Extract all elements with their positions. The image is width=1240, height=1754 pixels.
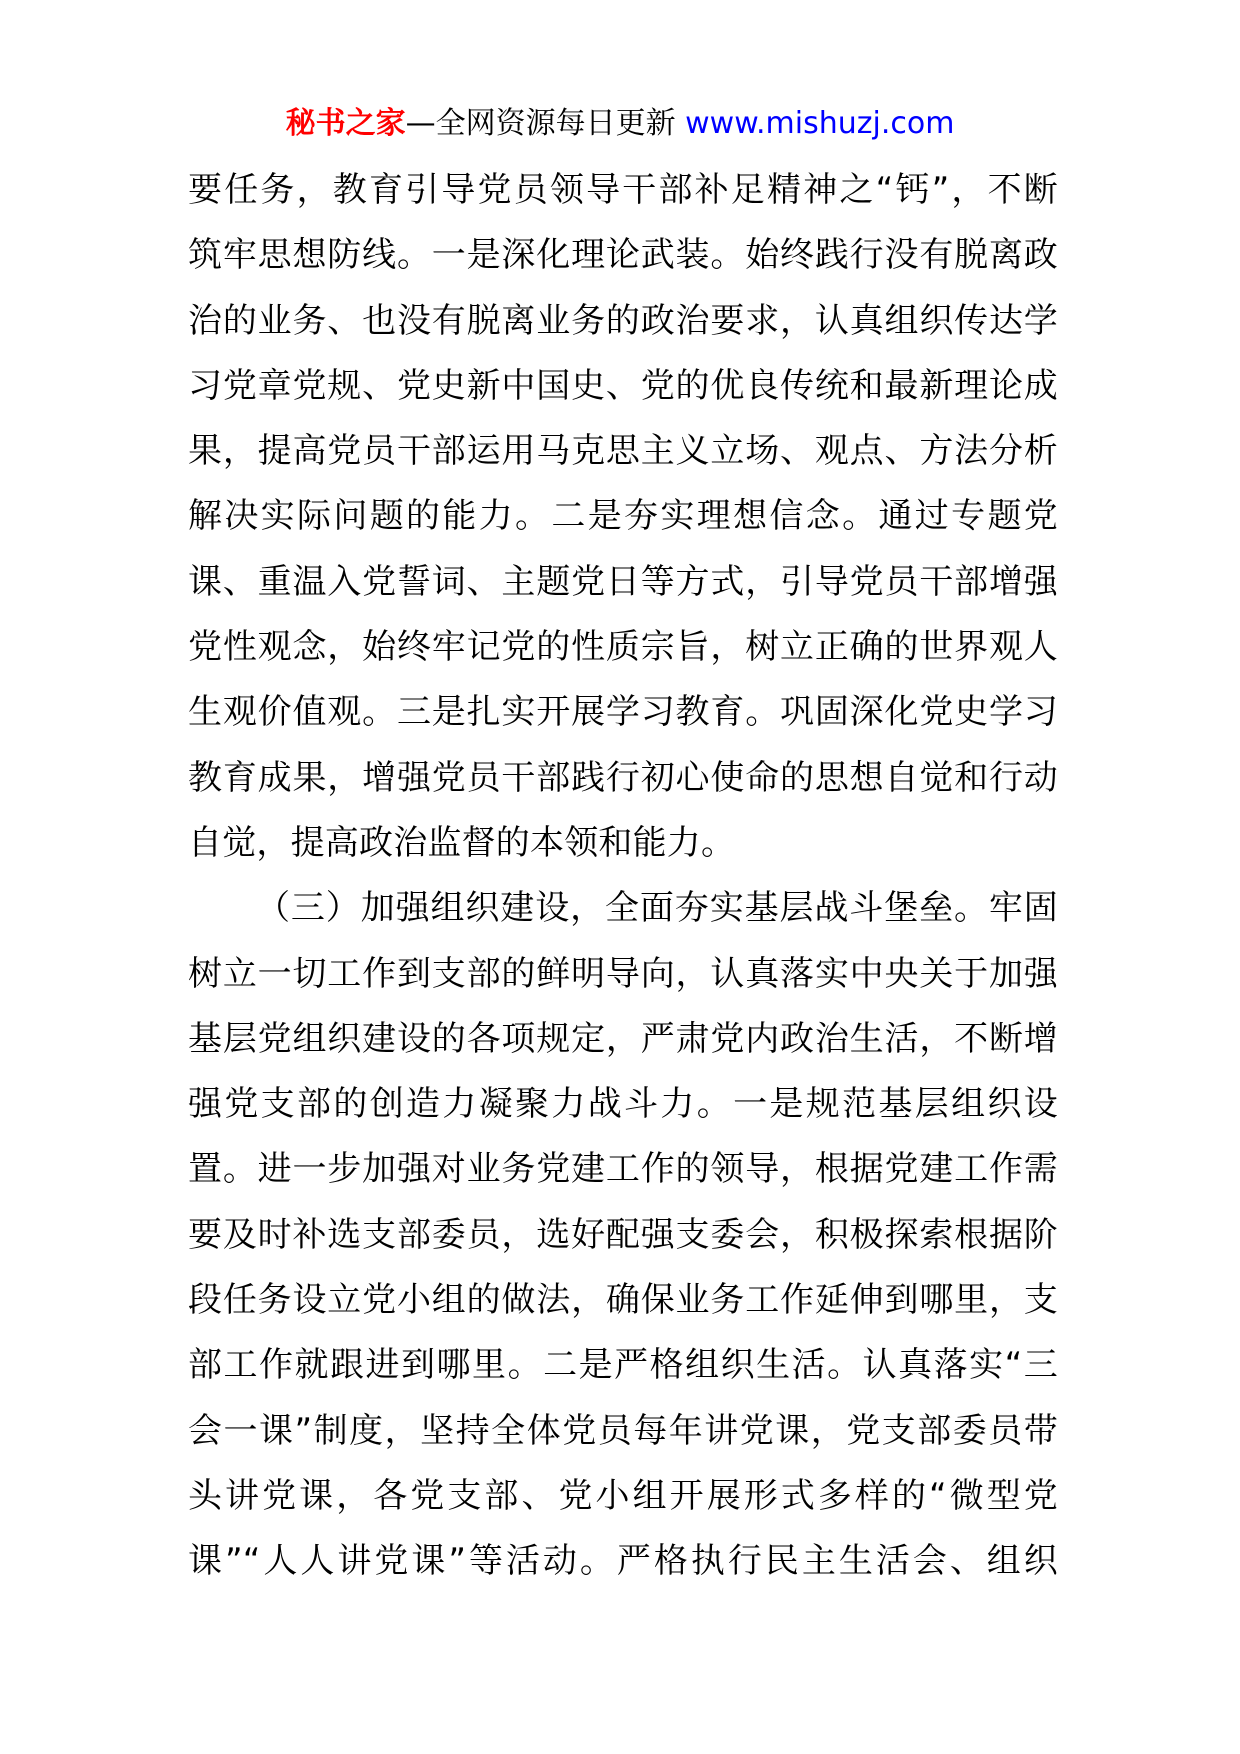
text-line: 要任务，教育引导党员领导干部补足精神之“钙”，不断 <box>188 170 1058 210</box>
text-line: 置。进一步加强对业务党建工作的领导，根据党建工作需 <box>188 1149 1058 1190</box>
document-body <box>188 158 1058 1595</box>
brand-name: 秘书之家 <box>285 106 406 141</box>
text-line: 自觉，提高政治监督的本领和能力。 <box>188 822 736 863</box>
text-line: 党性观念，始终牢记党的性质宗旨，树立正确的世界观人 <box>188 627 1058 668</box>
text-line: 会一课”制度，坚持全体党员每年讲党课，党支部委员带 <box>188 1410 1058 1451</box>
text-line: 要及时补选支部委员，选好配强支委会，积极探索根据阶 <box>188 1214 1058 1255</box>
text-line: 筑牢思想防线。一是深化理论武装。始终践行没有脱离政 <box>188 235 1058 276</box>
site-header <box>0 104 1240 144</box>
text-line: 头讲党课，各党支部、党小组开展形式多样的“微型党 <box>188 1475 1058 1516</box>
text-line: 部工作就跟进到哪里。二是严格组织生活。认真落实“三 <box>188 1345 1058 1386</box>
text-line: 教育成果，增强党员干部践行初心使命的思想自觉和行动 <box>188 757 1058 798</box>
text-line: 生观价值观。三是扎实开展学习教育。巩固深化党史学习 <box>188 692 1058 733</box>
text-line: 树立一切工作到支部的鲜明导向，认真落实中央关于加强 <box>188 953 1058 994</box>
text-line: 强党支部的创造力凝聚力战斗力。一是规范基层组织设 <box>188 1084 1058 1125</box>
text-line: 解决实际问题的能力。二是夯实理想信念。通过专题党 <box>188 496 1058 537</box>
text-line: 课”“人人讲党课”等活动。严格执行民主生活会、组织 <box>188 1541 1058 1582</box>
text-line: 治的业务、也没有脱离业务的政治要求，认真组织传达学 <box>188 300 1058 341</box>
text-line: 段任务设立党小组的做法，确保业务工作延伸到哪里，支 <box>188 1280 1058 1321</box>
text-line: 基层党组织建设的各项规定，严肃党内政治生活，不断增 <box>188 1018 1058 1059</box>
text-line: 果，提高党员干部运用马克思主义立场、观点、方法分析 <box>188 431 1058 472</box>
section-heading-line: （三）加强组织建设，全面夯实基层战斗堡垒。牢固 <box>256 888 1058 929</box>
header-tagline: —全网资源每日更新 <box>405 106 676 141</box>
text-line: 习党章党规、党史新中国史、党的优良传统和最新理论成 <box>188 365 1058 406</box>
site-url-link[interactable]: www.mishuzj.com <box>685 106 955 141</box>
text-line: 课、重温入党誓词、主题党日等方式，引导党员干部增强 <box>188 561 1058 602</box>
